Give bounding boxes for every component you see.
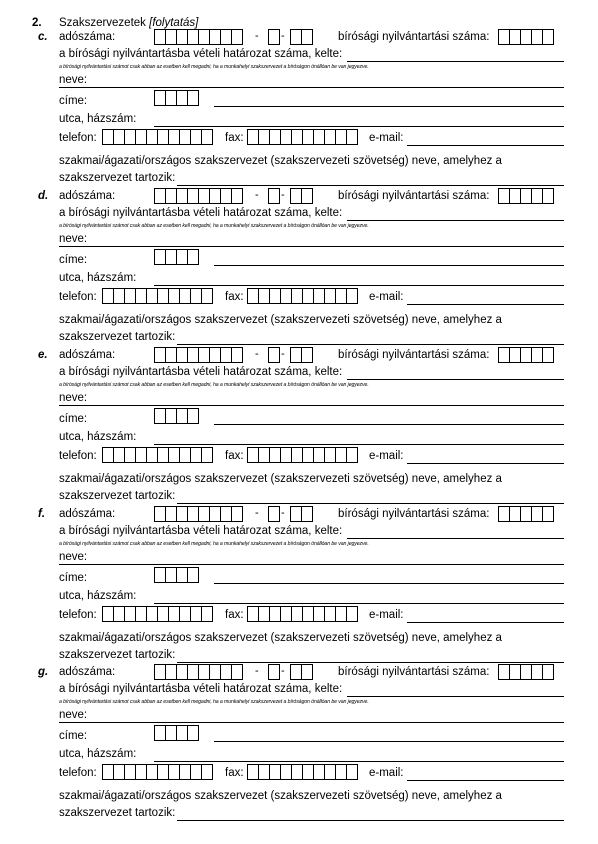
phone-label: telefon: xyxy=(59,450,97,462)
input-box[interactable] xyxy=(301,506,313,522)
street-field[interactable] xyxy=(154,285,564,286)
federation-label-cont: szakszervezet tartozik: xyxy=(59,331,176,343)
input-box[interactable] xyxy=(201,288,213,304)
input-box[interactable] xyxy=(187,90,199,106)
court-register-number-boxes[interactable] xyxy=(498,664,554,680)
address-label: címe: xyxy=(59,730,88,742)
input-box[interactable] xyxy=(231,188,243,204)
dash-separator: - xyxy=(255,507,259,519)
court-decision-label: a bírósági nyilvántartásba vételi határozat száma, kelte: xyxy=(59,207,343,219)
court-decision-field[interactable] xyxy=(347,61,564,62)
section-number: 2. xyxy=(32,17,42,29)
phone-label: telefon: xyxy=(59,609,97,621)
input-box[interactable] xyxy=(301,664,313,680)
input-box[interactable] xyxy=(231,664,243,680)
phone-boxes[interactable] xyxy=(102,606,213,622)
input-box[interactable] xyxy=(201,447,213,463)
input-box[interactable] xyxy=(542,347,554,363)
court-number-note: a bírósági nyilvántartási számot csak abban az esetben kell megadni, ha a munkahelyi szakszervezet a bíróságon önállóan be van jegyezve. xyxy=(59,699,369,705)
court-decision-label: a bírósági nyilvántartásba vételi határozat száma, kelte: xyxy=(59,525,343,537)
input-box[interactable] xyxy=(542,29,554,45)
federation-label-cont: szakszervezet tartozik: xyxy=(59,649,176,661)
adoszama-label: adószáma: xyxy=(59,349,116,361)
court-decision-label: a bírósági nyilvántartásba vételi határozat száma, kelte: xyxy=(59,366,343,378)
input-box[interactable] xyxy=(187,567,199,583)
input-box[interactable] xyxy=(542,506,554,522)
federation-label: szakmai/ágazati/országos szakszervezet (szakszervezeti szövetség) neve, amelyhez a xyxy=(59,790,502,802)
email-label: e-mail: xyxy=(369,450,404,462)
dash-separator: - xyxy=(255,348,259,360)
court-register-number-boxes[interactable] xyxy=(498,506,554,522)
postal-code-boxes[interactable] xyxy=(154,90,199,106)
phone-label: telefon: xyxy=(59,291,97,303)
federation-field[interactable] xyxy=(177,662,564,663)
name-label: neve: xyxy=(59,233,88,245)
phone-boxes[interactable] xyxy=(102,764,213,780)
court-register-number-label: bírósági nyilvántartási száma: xyxy=(338,349,490,361)
tax-number-region-boxes[interactable] xyxy=(290,506,313,522)
email-field[interactable] xyxy=(407,463,564,464)
email-field[interactable] xyxy=(407,622,564,623)
adoszama-label: adószáma: xyxy=(59,31,116,43)
court-register-number-boxes[interactable] xyxy=(498,29,554,45)
dash-separator: - xyxy=(255,189,259,201)
input-box[interactable] xyxy=(346,129,358,145)
input-box[interactable] xyxy=(301,347,313,363)
input-box[interactable] xyxy=(201,606,213,622)
postal-code-boxes[interactable] xyxy=(154,249,199,265)
adoszama-label: adószáma: xyxy=(59,508,116,520)
input-box[interactable] xyxy=(346,288,358,304)
dash-separator: - xyxy=(281,189,285,201)
court-register-number-label: bírósági nyilvántartási száma: xyxy=(338,508,490,520)
city-field[interactable] xyxy=(214,106,564,107)
input-box[interactable] xyxy=(231,506,243,522)
section-title xyxy=(59,17,198,29)
tax-number-region-boxes[interactable] xyxy=(290,664,313,680)
tax-number-check-box[interactable] xyxy=(268,506,280,522)
fax-label: fax: xyxy=(225,450,244,462)
input-box[interactable] xyxy=(346,606,358,622)
email-label: e-mail: xyxy=(369,291,404,303)
name-label: neve: xyxy=(59,74,88,86)
street-label: utca, házszám: xyxy=(59,748,137,760)
federation-field[interactable] xyxy=(177,185,564,186)
fax-boxes[interactable] xyxy=(247,606,358,622)
fax-boxes[interactable] xyxy=(247,288,358,304)
input-box[interactable] xyxy=(346,447,358,463)
court-register-number-boxes[interactable] xyxy=(498,188,554,204)
court-decision-field[interactable] xyxy=(347,379,564,380)
input-box[interactable] xyxy=(268,664,280,680)
fax-boxes[interactable] xyxy=(247,764,358,780)
postal-code-boxes[interactable] xyxy=(154,567,199,583)
name-field[interactable] xyxy=(59,246,564,247)
section-letter: d. xyxy=(38,190,49,202)
input-box[interactable] xyxy=(187,725,199,741)
dash-separator: - xyxy=(281,348,285,360)
court-number-note: a bírósági nyilvántartási számot csak abban az esetben kell megadni, ha a munkahelyi szakszervezet a bíróságon önállóan be van jegyezve. xyxy=(59,382,369,388)
name-field[interactable] xyxy=(59,722,564,723)
section-title-text: Szakszervezetek xyxy=(59,17,146,29)
email-label: e-mail: xyxy=(369,767,404,779)
street-label: utca, házszám: xyxy=(59,113,137,125)
federation-field[interactable] xyxy=(177,344,564,345)
input-box[interactable] xyxy=(268,188,280,204)
input-box[interactable] xyxy=(268,506,280,522)
input-box[interactable] xyxy=(201,129,213,145)
input-box[interactable] xyxy=(301,188,313,204)
email-field[interactable] xyxy=(407,145,564,146)
dash-separator: - xyxy=(281,665,285,677)
street-field[interactable] xyxy=(154,444,564,445)
email-label: e-mail: xyxy=(369,609,404,621)
tax-number-check-box[interactable] xyxy=(268,347,280,363)
court-register-number-label: bírósági nyilvántartási száma: xyxy=(338,666,490,678)
input-box[interactable] xyxy=(346,764,358,780)
court-decision-label: a bírósági nyilvántartásba vételi határozat száma, kelte: xyxy=(59,48,343,60)
federation-field[interactable] xyxy=(177,503,564,504)
tax-number-region-boxes[interactable] xyxy=(290,347,313,363)
address-label: címe: xyxy=(59,413,88,425)
court-decision-field[interactable] xyxy=(347,220,564,221)
street-label: utca, házszám: xyxy=(59,272,137,284)
email-label: e-mail: xyxy=(369,132,404,144)
federation-label-cont: szakszervezet tartozik: xyxy=(59,490,176,502)
input-box[interactable] xyxy=(231,29,243,45)
section-letter: g. xyxy=(38,666,49,678)
phone-boxes[interactable] xyxy=(102,129,213,145)
name-field[interactable] xyxy=(59,87,564,88)
tax-number-main-boxes[interactable] xyxy=(154,188,243,204)
court-number-note: a bírósági nyilvántartási számot csak abban az esetben kell megadni, ha a munkahelyi szakszervezet a bíróságon önállóan be van jegyezve. xyxy=(59,541,369,547)
federation-field[interactable] xyxy=(177,820,564,821)
tax-number-region-boxes[interactable] xyxy=(290,29,313,45)
name-label: neve: xyxy=(59,709,88,721)
adoszama-label: adószáma: xyxy=(59,666,116,678)
street-label: utca, házszám: xyxy=(59,431,137,443)
fax-label: fax: xyxy=(225,291,244,303)
name-label: neve: xyxy=(59,392,88,404)
federation-label: szakmai/ágazati/országos szakszervezet (szakszervezeti szövetség) neve, amelyhez a xyxy=(59,473,502,485)
federation-label: szakmai/ágazati/országos szakszervezet (szakszervezeti szövetség) neve, amelyhez a xyxy=(59,155,502,167)
input-box[interactable] xyxy=(542,188,554,204)
city-field[interactable] xyxy=(214,424,564,425)
section-title-suffix: [folytatás] xyxy=(149,17,199,29)
address-label: címe: xyxy=(59,254,88,266)
section-letter: e. xyxy=(38,349,48,361)
phone-boxes[interactable] xyxy=(102,288,213,304)
input-box[interactable] xyxy=(187,249,199,265)
tax-number-main-boxes[interactable] xyxy=(154,347,243,363)
input-box[interactable] xyxy=(542,664,554,680)
postal-code-boxes[interactable] xyxy=(154,408,199,424)
court-number-note: a bírósági nyilvántartási számot csak abban az esetben kell megadni, ha a munkahelyi szakszervezet a bíróságon önállóan be van jegyezve. xyxy=(59,64,369,70)
city-field[interactable] xyxy=(214,741,564,742)
street-label: utca, házszám: xyxy=(59,590,137,602)
address-label: címe: xyxy=(59,95,88,107)
federation-label: szakmai/ágazati/országos szakszervezet (szakszervezeti szövetség) neve, amelyhez a xyxy=(59,314,502,326)
name-field[interactable] xyxy=(59,564,564,565)
input-box[interactable] xyxy=(187,408,199,424)
address-label: címe: xyxy=(59,572,88,584)
dash-separator: - xyxy=(281,30,285,42)
email-field[interactable] xyxy=(407,304,564,305)
federation-label-cont: szakszervezet tartozik: xyxy=(59,807,176,819)
email-field[interactable] xyxy=(407,780,564,781)
input-box[interactable] xyxy=(301,29,313,45)
city-field[interactable] xyxy=(214,265,564,266)
fax-boxes[interactable] xyxy=(247,129,358,145)
fax-label: fax: xyxy=(225,132,244,144)
phone-label: telefon: xyxy=(59,767,97,779)
dash-separator: - xyxy=(255,30,259,42)
tax-number-main-boxes[interactable] xyxy=(154,29,243,45)
court-decision-label: a bírósági nyilvántartásba vételi határozat száma, kelte: xyxy=(59,683,343,695)
fax-label: fax: xyxy=(225,767,244,779)
fax-boxes[interactable] xyxy=(247,447,358,463)
tax-number-main-boxes[interactable] xyxy=(154,664,243,680)
court-decision-field[interactable] xyxy=(347,538,564,539)
court-register-number-boxes[interactable] xyxy=(498,347,554,363)
phone-label: telefon: xyxy=(59,132,97,144)
name-label: neve: xyxy=(59,551,88,563)
tax-number-region-boxes[interactable] xyxy=(290,188,313,204)
court-register-number-label: bírósági nyilvántartási száma: xyxy=(338,190,490,202)
input-box[interactable] xyxy=(231,347,243,363)
tax-number-check-box[interactable] xyxy=(268,29,280,45)
federation-label-cont: szakszervezet tartozik: xyxy=(59,172,176,184)
section-letter: f. xyxy=(38,508,46,520)
postal-code-boxes[interactable] xyxy=(154,725,199,741)
city-field[interactable] xyxy=(214,583,564,584)
street-field[interactable] xyxy=(154,761,564,762)
tax-number-check-box[interactable] xyxy=(268,664,280,680)
phone-boxes[interactable] xyxy=(102,447,213,463)
name-field[interactable] xyxy=(59,405,564,406)
court-number-note: a bírósági nyilvántartási számot csak abban az esetben kell megadni, ha a munkahelyi szakszervezet a bíróságon önállóan be van jegyezve. xyxy=(59,223,369,229)
dash-separator: - xyxy=(281,507,285,519)
dash-separator: - xyxy=(255,665,259,677)
court-register-number-label: bírósági nyilvántartási száma: xyxy=(338,31,490,43)
federation-label: szakmai/ágazati/országos szakszervezet (szakszervezeti szövetség) neve, amelyhez a xyxy=(59,632,502,644)
adoszama-label: adószáma: xyxy=(59,190,116,202)
tax-number-check-box[interactable] xyxy=(268,188,280,204)
fax-label: fax: xyxy=(225,609,244,621)
input-box[interactable] xyxy=(268,29,280,45)
tax-number-main-boxes[interactable] xyxy=(154,506,243,522)
street-field[interactable] xyxy=(154,603,564,604)
input-box[interactable] xyxy=(268,347,280,363)
court-decision-field[interactable] xyxy=(347,696,564,697)
input-box[interactable] xyxy=(201,764,213,780)
section-letter: c. xyxy=(38,31,48,43)
street-field[interactable] xyxy=(154,126,564,127)
